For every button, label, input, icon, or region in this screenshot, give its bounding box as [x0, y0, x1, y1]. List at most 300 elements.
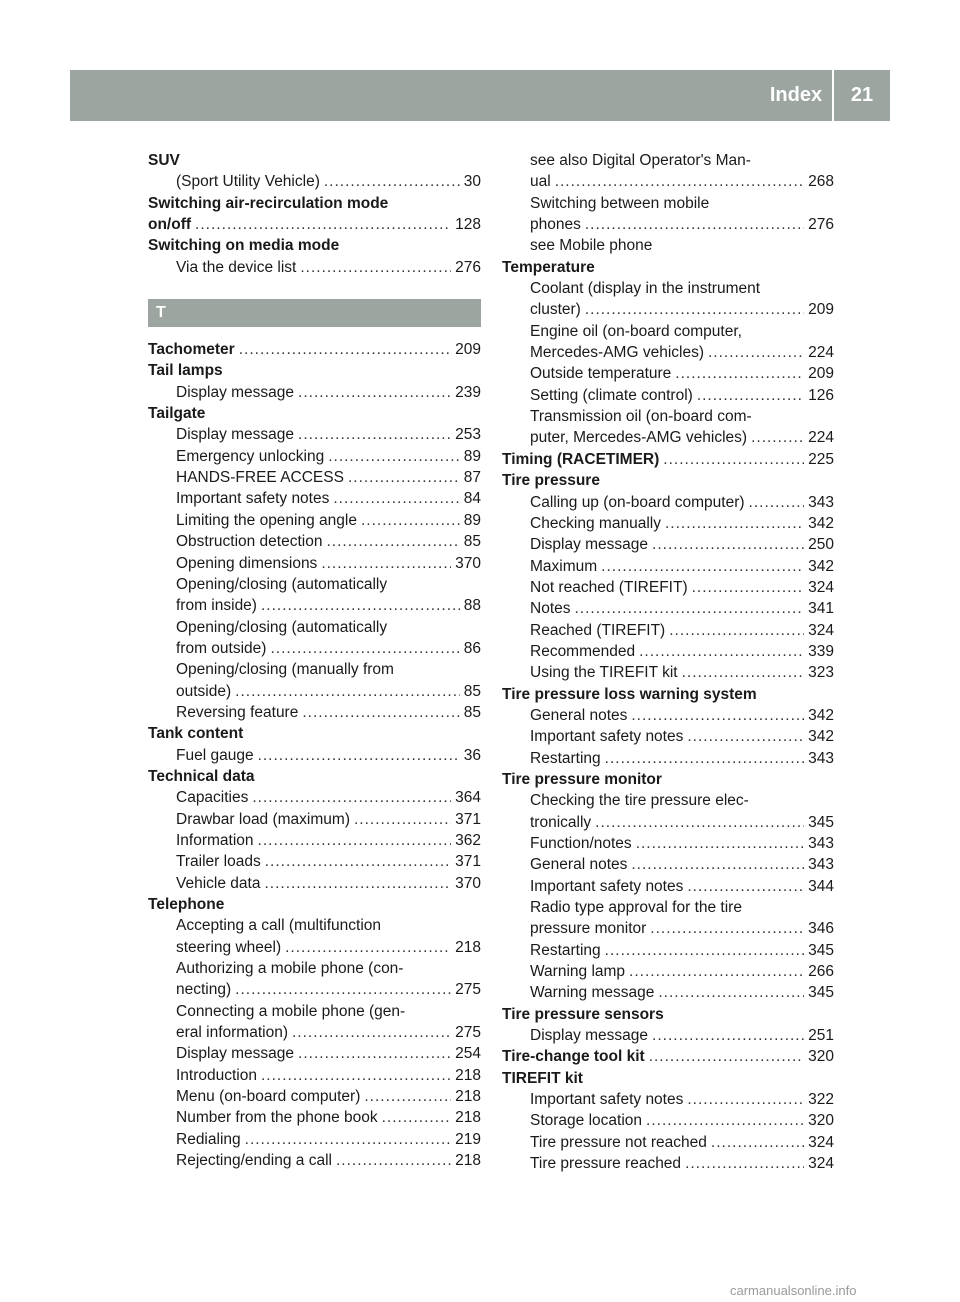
index-entry-page[interactable]: 324	[808, 1133, 834, 1151]
index-entry	[148, 979, 481, 1000]
index-entry-text: Menu (on-board computer)	[176, 1088, 361, 1106]
index-entry-text: Restarting	[530, 941, 601, 959]
index-entry	[502, 150, 834, 171]
index-entry-text: pressure monitor	[530, 920, 647, 938]
index-entry-text: Capacities	[176, 789, 249, 807]
dot-leader	[321, 553, 451, 574]
dot-leader	[751, 427, 804, 448]
index-entry-text: Tire-change tool kit	[502, 1048, 645, 1066]
dot-leader	[685, 1153, 804, 1174]
index-entry-page[interactable]: 364	[455, 789, 481, 807]
dot-leader	[639, 641, 804, 662]
index-entry-text: Tailgate	[148, 405, 206, 423]
index-entry	[148, 424, 481, 445]
index-entry-text: Timing (RACETIMER)	[502, 450, 660, 468]
index-entry-text: Reached (TIREFIT)	[530, 621, 666, 639]
index-entry	[502, 214, 834, 235]
index-group-t-continued	[502, 150, 834, 1175]
index-entry	[148, 531, 481, 552]
index-entry-text: Coolant (display in the instrument	[530, 280, 761, 298]
dot-leader	[663, 449, 804, 470]
index-entry-text: Tail lamps	[148, 362, 223, 380]
index-entry-text: Radio type approval for the tire	[530, 899, 742, 917]
index-entry-heading	[502, 684, 834, 705]
index-entry-page[interactable]: 224	[808, 429, 834, 447]
dot-leader	[270, 638, 459, 659]
index-entry	[502, 1153, 834, 1174]
dot-leader	[697, 385, 804, 406]
index-entry-text: Via the device list	[176, 258, 297, 276]
index-entry-text: Technical data	[148, 767, 255, 785]
index-entry-text: SUV	[148, 152, 180, 169]
index-entry-page[interactable]: 324	[808, 621, 834, 639]
watermark: carmanualsonline.info	[730, 1283, 857, 1298]
index-entry	[502, 534, 834, 555]
index-entry-text: from inside)	[176, 597, 257, 615]
index-entry	[502, 940, 834, 961]
dot-leader	[264, 873, 451, 894]
index-entry-text: Display message	[176, 426, 295, 444]
index-entry	[502, 854, 834, 875]
index-entry-page[interactable]: 218	[455, 1152, 481, 1170]
index-column-left	[148, 150, 481, 1171]
dot-leader	[687, 876, 804, 897]
index-entry-page[interactable]: 89	[463, 447, 481, 465]
index-entry-page[interactable]: 85	[463, 533, 481, 551]
index-entry	[502, 982, 834, 1003]
dot-leader	[658, 982, 804, 1003]
index-entry-page[interactable]: 344	[808, 877, 834, 895]
index-entry-text: Tire pressure sensors	[502, 1005, 664, 1023]
dot-leader	[646, 1110, 804, 1131]
index-entry	[148, 1001, 481, 1022]
index-entry	[502, 876, 834, 897]
index-entry-heading	[502, 769, 834, 790]
dot-leader	[555, 171, 804, 192]
index-entry-heading	[502, 257, 834, 278]
index-entry	[502, 1110, 834, 1131]
index-entry	[502, 321, 834, 342]
index-entry-page[interactable]: 87	[463, 469, 481, 487]
index-entry-page[interactable]: 209	[808, 365, 834, 383]
index-entry-text: Drawbar load (maximum)	[176, 810, 350, 828]
dot-leader	[382, 1107, 452, 1128]
index-entry-page[interactable]: 218	[455, 1109, 481, 1127]
index-entry-page[interactable]: 324	[808, 578, 834, 596]
index-entry	[148, 553, 481, 574]
index-entry-text: Connecting a mobile phone (gen-	[176, 1002, 406, 1020]
index-entry-text: Checking manually	[530, 514, 661, 532]
index-entry-page[interactable]: 324	[808, 1155, 834, 1173]
index-entry-text: Setting (climate control)	[530, 386, 693, 404]
index-entry-page[interactable]: 345	[808, 941, 834, 959]
dot-leader	[692, 577, 805, 598]
index-entry-page[interactable]: 339	[808, 642, 834, 660]
dot-leader	[258, 830, 452, 851]
index-entry-text: Opening/closing (automatically	[176, 618, 388, 636]
dot-leader	[675, 363, 804, 384]
index-entry-text: Display message	[176, 383, 295, 401]
index-entry-page[interactable]: 346	[808, 920, 834, 938]
index-entry	[148, 702, 481, 723]
index-group-s	[148, 150, 481, 278]
index-entry-page[interactable]: 342	[808, 514, 834, 532]
index-entry-text: Restarting	[530, 749, 601, 767]
index-entry-page[interactable]: 85	[463, 682, 481, 700]
index-entry-text: Tire pressure monitor	[502, 770, 662, 788]
index-entry	[148, 681, 481, 702]
index-entry-text: outside)	[176, 682, 232, 700]
index-entry-page[interactable]: 320	[808, 1048, 834, 1066]
index-entry-heading	[148, 403, 481, 424]
index-entry	[502, 662, 834, 683]
dot-leader	[302, 702, 459, 723]
index-entry	[148, 745, 481, 766]
index-entry-text: Vehicle data	[176, 874, 261, 892]
index-entry-text: necting)	[176, 981, 232, 999]
index-entry-heading	[148, 193, 481, 214]
index-entry-page[interactable]: 371	[455, 810, 481, 828]
index-entry-text: on/off	[148, 216, 192, 234]
index-entry-heading	[148, 150, 481, 171]
dot-leader	[336, 1150, 451, 1171]
dot-leader	[285, 937, 451, 958]
index-entry-text: Using the TIREFIT kit	[530, 664, 678, 682]
index-entry	[502, 833, 834, 854]
index-entry-heading	[148, 235, 481, 256]
index-entry-text: eral information)	[176, 1024, 288, 1042]
index-entry-page[interactable]: 30	[463, 173, 481, 191]
index-entry-heading	[148, 766, 481, 787]
index-entry	[148, 638, 481, 659]
index-entry-text: Obstruction detection	[176, 533, 323, 551]
index-entry	[148, 1129, 481, 1150]
index-entry-page[interactable]: 342	[808, 706, 834, 724]
dot-leader	[326, 531, 459, 552]
index-entry-text: Opening dimensions	[176, 554, 318, 572]
dot-leader	[298, 382, 451, 403]
dot-leader	[300, 257, 451, 278]
index-entry-page[interactable]: 209	[808, 301, 834, 319]
section-letter-bar	[148, 299, 481, 327]
index-entry-page[interactable]: 275	[455, 1024, 481, 1042]
index-entry-heading	[148, 894, 481, 915]
index-entry-page[interactable]: 126	[808, 386, 834, 404]
index-entry-page[interactable]: 370	[455, 874, 481, 892]
index-entry-text: Checking the tire pressure elec-	[530, 792, 749, 810]
index-entry-page[interactable]: 345	[808, 984, 834, 1002]
dot-leader	[669, 620, 804, 641]
index-entry-page[interactable]: 84	[463, 490, 481, 508]
index-entry-page[interactable]: 371	[455, 853, 481, 871]
index-entry	[502, 1132, 834, 1153]
index-entry-text: Not reached (TIREFIT)	[530, 578, 688, 596]
index-entry	[148, 915, 481, 936]
index-entry-page[interactable]: 218	[455, 938, 481, 956]
index-entry-page[interactable]: 343	[808, 856, 834, 874]
index-entry-text: Limiting the opening angle	[176, 511, 357, 529]
index-entry-heading	[148, 360, 481, 381]
dot-leader	[585, 299, 804, 320]
dot-leader	[708, 342, 804, 363]
index-entry-text: Tank content	[148, 725, 244, 743]
index-entry-text: Display message	[530, 1027, 649, 1045]
index-entry-page[interactable]: 88	[463, 597, 481, 615]
index-entry	[148, 574, 481, 595]
index-entry	[502, 961, 834, 982]
index-entry-page[interactable]: 250	[808, 536, 834, 554]
index-entry-text: see also Digital Operator's Man-	[530, 152, 751, 169]
index-entry-text: Tire pressure not reached	[530, 1133, 707, 1151]
dot-leader	[687, 726, 804, 747]
index-entry-page[interactable]: 36	[463, 746, 481, 764]
index-entry-page[interactable]: 239	[455, 383, 481, 401]
index-entry-page[interactable]: 218	[455, 1088, 481, 1106]
index-entry-text: Function/notes	[530, 835, 632, 852]
index-group-t	[148, 339, 481, 1171]
index-entry	[502, 918, 834, 939]
dot-leader	[749, 492, 805, 513]
index-entry-text: (Sport Utility Vehicle)	[176, 173, 320, 191]
index-entry	[502, 235, 834, 256]
index-entry-text: Mercedes-AMG vehicles)	[530, 344, 704, 362]
index-entry-page[interactable]: 89	[463, 511, 481, 529]
index-entry	[148, 873, 481, 894]
index-entry	[502, 363, 834, 384]
dot-leader	[195, 214, 451, 235]
index-entry-text: from outside)	[176, 639, 267, 657]
dot-leader	[245, 1129, 451, 1150]
index-entry-text: Warning lamp	[530, 963, 626, 981]
index-entry-text: Trailer loads	[176, 853, 261, 871]
index-entry-page[interactable]: 343	[808, 493, 834, 511]
dot-leader	[665, 513, 804, 534]
index-entry-page[interactable]: 276	[808, 216, 834, 234]
dot-leader	[629, 961, 804, 982]
index-entry-text: Important safety notes	[530, 728, 684, 746]
index-entry-page[interactable]: 266	[808, 963, 834, 981]
section-title: Index	[769, 84, 823, 106]
index-entry	[502, 278, 834, 299]
dot-leader	[252, 787, 451, 808]
index-entry-page[interactable]: 362	[455, 831, 481, 849]
dot-leader	[605, 748, 804, 769]
index-entry	[502, 748, 834, 769]
index-entry	[502, 641, 834, 662]
index-entry	[502, 492, 834, 513]
dot-leader	[348, 467, 460, 488]
index-entry	[502, 406, 834, 427]
index-entry	[148, 1150, 481, 1171]
dot-leader	[631, 705, 804, 726]
dot-leader	[601, 556, 804, 577]
index-entry-page[interactable]: 209	[455, 341, 481, 359]
index-entry	[502, 726, 834, 747]
index-entry-text: Important safety notes	[530, 877, 684, 895]
index-entry-heading	[148, 214, 481, 235]
index-entry-page[interactable]: 253	[455, 426, 481, 444]
index-entry-text: Storage location	[530, 1112, 643, 1130]
index-entry	[502, 577, 834, 598]
index-entry-heading	[502, 1068, 834, 1089]
index-entry-text: Calling up (on-board computer)	[530, 493, 745, 511]
index-entry-text: Transmission oil (on-board com-	[530, 408, 752, 426]
dot-leader	[354, 809, 451, 830]
dot-leader	[595, 812, 804, 833]
index-entry-heading	[148, 339, 481, 360]
index-entry-text: Switching air-recirculation mode	[148, 194, 389, 212]
index-entry-text: Recommended	[530, 642, 636, 660]
index-entry-text: Information	[176, 831, 254, 849]
index-entry-text: Warning message	[530, 984, 655, 1002]
index-entry	[148, 1065, 481, 1086]
index-entry-text: Maximum	[530, 557, 598, 575]
dot-leader	[258, 745, 460, 766]
section-letter: T	[156, 304, 166, 322]
index-entry-heading	[148, 723, 481, 744]
index-entry-page[interactable]: 345	[808, 813, 834, 831]
index-entry-text: tronically	[530, 813, 592, 831]
index-entry	[502, 556, 834, 577]
index-entry-text: Introduction	[176, 1066, 257, 1084]
index-entry-text: General notes	[530, 856, 628, 874]
index-entry	[502, 342, 834, 363]
index-entry-text: General notes	[530, 706, 628, 724]
index-entry-page[interactable]: 341	[808, 600, 834, 618]
index-entry-text: ual	[530, 173, 551, 191]
index-entry	[148, 659, 481, 680]
index-entry-text: Authorizing a mobile phone (con-	[176, 960, 404, 978]
dot-leader	[235, 681, 460, 702]
index-entry-text: steering wheel)	[176, 938, 282, 956]
index-entry-page[interactable]: 128	[455, 216, 481, 234]
index-entry	[148, 1107, 481, 1128]
index-entry	[502, 1089, 834, 1110]
dot-leader	[605, 940, 804, 961]
index-entry-text: Number from the phone book	[176, 1109, 378, 1127]
index-entry-page[interactable]: 322	[808, 1091, 834, 1109]
index-entry-text: HANDS-FREE ACCESS	[176, 469, 344, 487]
index-entry-text: Notes	[530, 600, 571, 618]
index-entry-page[interactable]: 219	[455, 1130, 481, 1148]
index-entry	[502, 790, 834, 811]
index-entry	[148, 467, 481, 488]
dot-leader	[261, 595, 460, 616]
index-entry-text: Redialing	[176, 1130, 241, 1148]
dot-leader	[652, 1025, 804, 1046]
index-entry-heading	[502, 1004, 834, 1025]
index-entry-text: Telephone	[148, 896, 225, 913]
index-entry-text: Temperature	[502, 258, 595, 276]
index-entry-text: Switching between mobile	[530, 194, 710, 212]
index-entry	[502, 193, 834, 214]
index-entry	[148, 787, 481, 808]
index-entry-text: puter, Mercedes-AMG vehicles)	[530, 429, 748, 447]
index-entry	[148, 382, 481, 403]
dot-leader	[265, 851, 451, 872]
index-entry	[148, 617, 481, 638]
dot-leader	[298, 424, 451, 445]
index-entry-text: Opening/closing (manually from	[176, 661, 394, 679]
dot-leader	[239, 339, 451, 360]
dot-leader	[235, 979, 451, 1000]
index-entry	[502, 812, 834, 833]
index-entry-page[interactable]: 342	[808, 557, 834, 575]
dot-leader	[649, 1046, 804, 1067]
index-entry-text: Display message	[176, 1045, 295, 1063]
index-entry	[148, 1043, 481, 1064]
index-entry	[148, 1086, 481, 1107]
dot-leader	[324, 171, 460, 192]
index-entry	[502, 427, 834, 448]
index-entry-text: Outside temperature	[530, 365, 672, 383]
index-entry-text: Tachometer	[148, 341, 235, 359]
dot-leader	[585, 214, 804, 235]
index-entry-page[interactable]: 86	[463, 639, 481, 657]
page-number: 21	[850, 84, 874, 106]
index-entry-text: Engine oil (on-board computer,	[530, 322, 742, 340]
index-entry-page[interactable]: 218	[455, 1066, 481, 1084]
index-entry	[148, 488, 481, 509]
index-entry	[502, 171, 834, 192]
index-entry-text: Tire pressure loss warning system	[502, 685, 757, 703]
index-entry-page[interactable]: 224	[808, 344, 834, 362]
dot-leader	[575, 598, 805, 619]
dot-leader	[361, 510, 460, 531]
index-entry-page[interactable]: 343	[808, 835, 834, 852]
index-entry	[148, 958, 481, 979]
index-entry-page[interactable]: 275	[455, 981, 481, 999]
index-entry-page[interactable]: 343	[808, 749, 834, 767]
index-entry-page[interactable]: 268	[808, 173, 834, 191]
index-entry	[148, 851, 481, 872]
index-entry-page[interactable]: 323	[808, 664, 834, 682]
index-entry-page[interactable]: 342	[808, 728, 834, 746]
index-entry-page[interactable]: 251	[808, 1027, 834, 1045]
dot-leader	[261, 1065, 451, 1086]
index-entry-text: phones	[530, 216, 581, 234]
index-entry-page[interactable]: 85	[463, 703, 481, 721]
index-entry-text: Switching on media mode	[148, 237, 340, 255]
dot-leader	[636, 833, 804, 854]
index-entry-text: see Mobile phone	[530, 237, 653, 255]
index-entry-page[interactable]: 276	[455, 258, 481, 276]
dot-leader	[652, 534, 804, 555]
index-entry	[502, 897, 834, 918]
dot-leader	[364, 1086, 451, 1107]
index-entry-text: cluster)	[530, 301, 581, 319]
index-entry-page[interactable]: 254	[455, 1045, 481, 1063]
index-entry	[502, 385, 834, 406]
index-entry-heading	[502, 449, 834, 470]
index-entry	[148, 809, 481, 830]
index-column-right	[502, 150, 834, 1175]
index-entry-page[interactable]: 225	[808, 450, 834, 468]
index-entry-page[interactable]: 370	[455, 554, 481, 572]
index-entry-page[interactable]: 320	[808, 1112, 834, 1130]
index-entry-text: Reversing feature	[176, 703, 299, 721]
dot-leader	[333, 488, 459, 509]
index-entry-text: Accepting a call (multifunction	[176, 917, 382, 935]
index-entry-text: Emergency unlocking	[176, 447, 325, 465]
index-entry	[502, 598, 834, 619]
dot-leader	[650, 918, 804, 939]
index-entry	[148, 595, 481, 616]
index-entry	[502, 1025, 834, 1046]
index-entry-text: TIREFIT kit	[502, 1069, 583, 1087]
index-entry	[148, 257, 481, 278]
index-entry	[148, 830, 481, 851]
